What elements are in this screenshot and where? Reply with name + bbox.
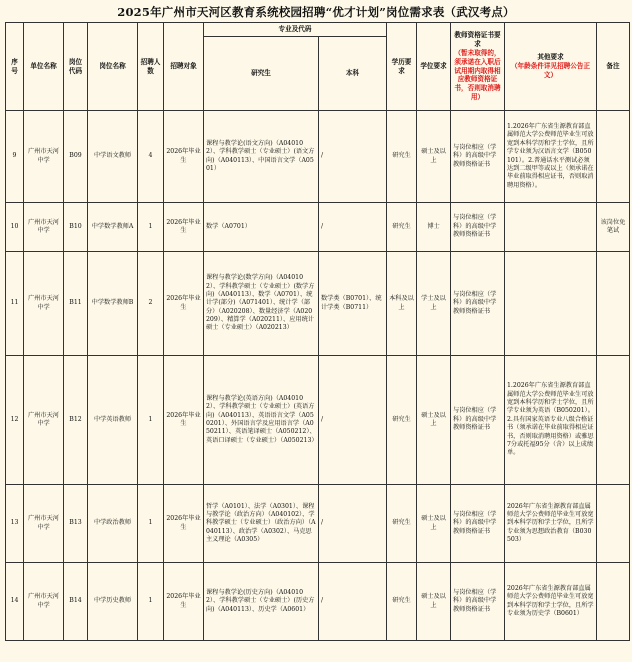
table-body	[6, 111, 630, 641]
row-other	[505, 203, 597, 252]
row-remark	[597, 563, 630, 641]
header-other	[505, 23, 597, 111]
header-unit: 单位名称	[24, 23, 64, 111]
header-degree: 学位要求	[417, 23, 451, 111]
row-cert: 与岗位相应（学科）的高级中学教师资格证书	[451, 485, 505, 563]
row-count: 1	[138, 485, 164, 563]
header-post-code: 岗位代码	[64, 23, 88, 111]
row-post-name: 中学政治教师	[88, 485, 138, 563]
row-grad-major: 课程与教学论(数学方向)（A040102）、学科教学硕士（专业硕士）(数学方向)（A040113）、数学（A0701）、统计学(部分)（A071401）、统计学（部分）（A020208）、数量经济学（A020209）、精算学（A020211）、应用统计硕士（专业硕士）（A020213）	[204, 252, 319, 356]
row-target: 2026年毕业生	[164, 252, 204, 356]
row-degree: 硕士及以上	[417, 111, 451, 203]
row-grad-major: 课程与教学论(历史方向)（A040102）、学科教学硕士（专业硕士）(历史方向)（A040113）、历史学（A0601）	[204, 563, 319, 641]
row-remark	[597, 252, 630, 356]
row-undergrad-major: /	[319, 203, 387, 252]
row-target: 2026年毕业生	[164, 203, 204, 252]
row-post-code: B09	[64, 111, 88, 203]
row-degree: 硕士及以上	[417, 485, 451, 563]
row-education: 研究生	[387, 203, 417, 252]
table-row	[6, 252, 630, 356]
row-seq: 11	[6, 252, 24, 356]
row-target: 2026年毕业生	[164, 111, 204, 203]
row-remark	[597, 111, 630, 203]
table-row	[6, 356, 630, 485]
row-unit: 广州市天河中学	[24, 252, 64, 356]
row-education: 本科及以上	[387, 252, 417, 356]
header-count: 招聘人数	[138, 23, 164, 111]
row-degree: 学士及以上	[417, 252, 451, 356]
row-cert: 与岗位相应（学科）的高级中学教师资格证书	[451, 563, 505, 641]
row-other: 2026年广东省生源教育部直属师范大学公费师范毕业生可放宽到本科学历和学士学位，且所学专业须为历史学（B0601）	[505, 563, 597, 641]
row-seq: 13	[6, 485, 24, 563]
row-count: 1	[138, 356, 164, 485]
row-unit: 广州市天河中学	[24, 485, 64, 563]
table-row	[6, 485, 630, 563]
row-remark	[597, 485, 630, 563]
row-post-name: 中学数学教师B	[88, 252, 138, 356]
row-grad-major: 哲学（A0101）、法学（A0301）、课程与教学论（政治方向）（A040102）、学科教学硕士（专业硕士）（政治方向）（A040113）、政治学（A0302）、马克思主义理论（A0305）	[204, 485, 319, 563]
row-post-code: B13	[64, 485, 88, 563]
row-education: 研究生	[387, 356, 417, 485]
row-unit: 广州市天河中学	[24, 563, 64, 641]
row-cert: 与岗位相应（学科）的高级中学教师资格证书	[451, 111, 505, 203]
recruitment-table	[5, 22, 630, 641]
header-major-group: 专业及代码	[204, 23, 387, 37]
row-seq: 14	[6, 563, 24, 641]
row-undergrad-major: /	[319, 563, 387, 641]
row-count: 2	[138, 252, 164, 356]
row-post-code: B14	[64, 563, 88, 641]
row-remark: 该岗位免笔试	[597, 203, 630, 252]
row-education: 研究生	[387, 563, 417, 641]
row-undergrad-major: 数学类（B0701）、统计学类（B0711）	[319, 252, 387, 356]
row-degree: 硕士及以上	[417, 356, 451, 485]
row-target: 2026年毕业生	[164, 563, 204, 641]
row-degree: 博士	[417, 203, 451, 252]
header-cert-note: （暂未取得的，须承诺在入职后试用期内取得相应教师资格证书，否则取消聘用）	[454, 48, 501, 102]
row-other: 1.2026年广东省生源教育部直属师范大学公费师范毕业生可放宽到本科学历和学士学位，且所学专业须为汉语言文学（B050101）。2.普通话水平测试必须达到二级甲等或以上（须承诺在毕业前取得相应证书，否则取消聘用资格）。	[505, 111, 597, 203]
row-unit: 广州市天河中学	[24, 356, 64, 485]
row-grad-major: 课程与教学论(英语方向)（A040102）、学科教学硕士（专业硕士）(英语方向)（A040113）、英语语言文学（A050201）、外国语言学及应用语言学（A050211）、英语笔译硕士（A050212）、英语口译硕士（专业硕士）（A050213）	[204, 356, 319, 485]
row-remark	[597, 356, 630, 485]
row-unit: 广州市天河中学	[24, 111, 64, 203]
row-education: 研究生	[387, 485, 417, 563]
row-undergrad-major: /	[319, 111, 387, 203]
table-row	[6, 203, 630, 252]
row-seq: 10	[6, 203, 24, 252]
row-education: 研究生	[387, 111, 417, 203]
table-row	[6, 111, 630, 203]
row-cert: 与岗位相应（学科）的高级中学教师资格证书	[451, 356, 505, 485]
row-target: 2026年毕业生	[164, 485, 204, 563]
row-other: 1.2026年广东省生源教育部直属师范大学公费师范毕业生可放宽到本科学历和学士学位，且所学专业须为英语（B050201）。2.具有国家英语专业八级合格证书（须承诺在毕业前取得相应证书，否则取消聘用资格）或雅思7分或托福95分（含）以上成绩单。	[505, 356, 597, 485]
row-cert: 与岗位相应（学科）的高级中学教师资格证书	[451, 203, 505, 252]
row-grad-major: 课程与教学论(语文方向)（A040102）、学科教学硕士（专业硕士）(语文方向)（A040113）、中国语言文学（A0501）	[204, 111, 319, 203]
row-seq: 9	[6, 111, 24, 203]
header-post-name: 岗位名称	[88, 23, 138, 111]
header-undergrad: 本科	[319, 37, 387, 111]
header-grad: 研究生	[204, 37, 319, 111]
row-unit: 广州市天河中学	[24, 203, 64, 252]
header-other-title: 其他要求	[537, 53, 564, 62]
row-other	[505, 252, 597, 356]
row-post-code: B12	[64, 356, 88, 485]
header-other-note: （年龄条件详见招聘公告正文）	[510, 62, 591, 79]
row-post-name: 中学英语教师	[88, 356, 138, 485]
row-undergrad-major: /	[319, 356, 387, 485]
row-post-name: 中学语文教师	[88, 111, 138, 203]
table-row	[6, 563, 630, 641]
header-cert-title: 教师资格证书要求	[454, 30, 501, 48]
row-cert: 与岗位相应（学科）的高级中学教师资格证书	[451, 252, 505, 356]
row-seq: 12	[6, 356, 24, 485]
row-post-code: B11	[64, 252, 88, 356]
row-other: 2026年广东省生源教育部直属师范大学公费师范毕业生可放宽到本科学历和学士学位，且所学专业须为思想政治教育（B030503）	[505, 485, 597, 563]
header-seq: 序号	[6, 23, 24, 111]
row-target: 2026年毕业生	[164, 356, 204, 485]
header-target: 招聘对象	[164, 23, 204, 111]
row-count: 1	[138, 203, 164, 252]
row-post-code: B10	[64, 203, 88, 252]
row-count: 4	[138, 111, 164, 203]
row-degree: 硕士及以上	[417, 563, 451, 641]
row-post-name: 中学数学教师A	[88, 203, 138, 252]
row-count: 1	[138, 563, 164, 641]
header-cert	[451, 23, 505, 111]
row-grad-major: 数学（A0701）	[204, 203, 319, 252]
table-title: 2025年广州市天河区教育系统校园招聘“优才计划”岗位需求表（武汉考点）	[117, 5, 515, 19]
row-undergrad-major: /	[319, 485, 387, 563]
header-education: 学历要求	[387, 23, 417, 111]
row-post-name: 中学历史教师	[88, 563, 138, 641]
header-remark: 备注	[597, 23, 630, 111]
